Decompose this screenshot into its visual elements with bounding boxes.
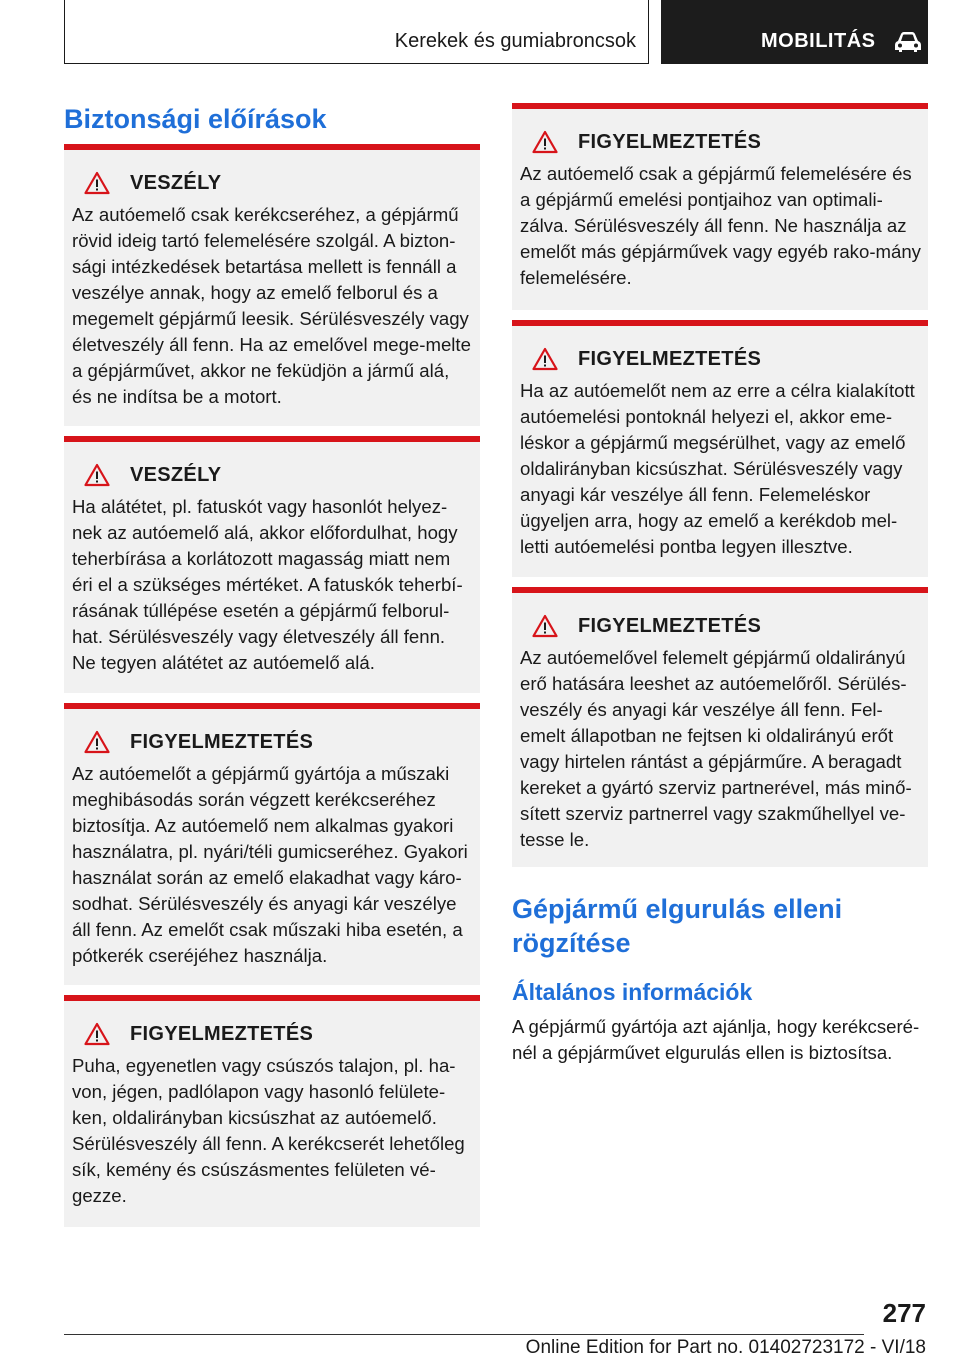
box-label: FIGYELMEZTETÉS	[578, 614, 762, 637]
section-heading: Gépjármű elgurulás elleni rögzítése	[512, 894, 843, 958]
warning-triangle-icon	[84, 463, 110, 487]
car-icon	[893, 31, 923, 53]
box-label: FIGYELMEZTETÉS	[130, 1022, 314, 1045]
body-paragraph: A gépjármű gyártója azt ajánlja, hogy kerékcseré-nél a gépjárművet elgurulás ellen is biztosítsa.	[512, 1016, 920, 1063]
warning-box-3	[512, 103, 928, 310]
box-text: Puha, egyenetlen vagy csúszós talajon, pl. ha-von, jégen, padlólapon vagy hasonló felülete-ken, oldalirányban kicsúszhat az autóemelő. Sérülésveszély áll fenn. A kerékcserét lehetőleg sík, kemény és csúszásmentes felületen vé-gezze.	[72, 1055, 465, 1206]
footer-divider	[64, 1334, 864, 1335]
warning-triangle-icon	[84, 1022, 110, 1046]
warning-triangle-icon	[532, 130, 558, 154]
danger-box-1	[64, 144, 480, 426]
box-header	[84, 729, 313, 755]
subsection-heading: Általános információk	[512, 979, 753, 1005]
box-text: Az autóemelőt a gépjármű gyártója a műszaki meghibásodás során végzett kerékcseréhez biztosítja. Az autóemelő nem alkalmas gyakori használatra, pl. nyári/téli gumicseréhez. Gyakori használat során az emelő elakadhat vagy káro-sodhat. Sérülésveszély és anyagi kár veszélye áll fenn. Az emelőt csak műszaki hiba esetén, a pótkerék cseréjéhez használja.	[72, 763, 468, 966]
chapter-title: Kerekek és gumiabroncsok	[394, 30, 636, 52]
box-text: Ha alátétet, pl. fatuskót vagy hasonlót helyez-nek az autóemelő alá, akkor előfordulhat, hogy teherbírása a korlátozott magasság miatt nem éri el a szükséges mértéket. A fatuskók teherbí-rásának túllépése esetén a gépjármű felborul-hat. Sérülésveszély vagy életveszély áll fenn. Ne tegyen alátétet az autóemelő alá.	[72, 496, 463, 673]
box-header	[532, 346, 761, 372]
chapter-tab	[64, 0, 649, 64]
box-label: FIGYELMEZTETÉS	[130, 730, 314, 753]
box-text: Az autóemelő csak kerékcseréhez, a gépjármű rövid ideig tartó felemelésére szolgál. A bizton-sági intézkedések betartása mellett is fennáll a veszélye annak, hogy az emelő felborul és a megemelt gépjármű leesik. Sérülésveszély vagy életveszély áll fenn. Ha az emelővel mege-melte a gépjárművet, akkor ne feküdjön a jármű alá, és ne indítsa be a motort.	[72, 204, 471, 407]
box-text: Az autóemelő csak a gépjármű felemelésére és a gépjármű emelési pontjaihoz van optimali-zálva. Sérülésveszély áll fenn. Ne használja az emelőt más gépjárművek vagy egyéb rako-mány felemelésére.	[520, 163, 921, 288]
box-label: VESZÉLY	[130, 463, 222, 486]
warning-box-5	[512, 587, 928, 867]
page-header	[64, 0, 928, 64]
box-label: VESZÉLY	[130, 171, 222, 194]
footer-text: Online Edition for Part no. 01402723172 - VI/18	[525, 1337, 926, 1358]
warning-triangle-icon	[84, 171, 110, 195]
danger-box-2	[64, 436, 480, 693]
box-header	[84, 170, 221, 196]
warning-box-1	[64, 703, 480, 985]
warning-triangle-icon	[84, 730, 110, 754]
section-tab	[661, 0, 928, 64]
box-header	[84, 462, 221, 488]
warning-box-4	[512, 320, 928, 577]
warning-triangle-icon	[532, 347, 558, 371]
box-label: FIGYELMEZTETÉS	[578, 347, 762, 370]
page-number: 277	[882, 1298, 926, 1328]
box-header	[532, 129, 761, 155]
box-header	[532, 613, 761, 639]
box-text: Az autóemelővel felemelt gépjármű oldalirányú erő hatására leeshet az autóemelőről. Sérülés-veszély és anyagi kár veszélye áll fenn. Fel-emelt állapotban ne fejtsen ki oldalirányú erőt vagy hirtelen rántást a gépjárműre. A beragadt kereket a gyártó szerviz partnerével, más minő-sített szerviz partnerrel vagy szakműhellyel ve-tesse le.	[520, 647, 912, 850]
warning-box-2	[64, 995, 480, 1227]
box-label: FIGYELMEZTETÉS	[578, 130, 762, 153]
warning-triangle-icon	[532, 614, 558, 638]
page-title: Biztonsági előírások	[64, 104, 327, 134]
box-text: Ha az autóemelőt nem az erre a célra kialakított autóemelési pontoknál helyezi el, akkor eme-léskor a gépjármű megsérülhet, vagy az emelő oldalirányban kicsúszhat. Sérülésveszély vagy anyagi kár veszélye áll fenn. Felemeléskor ügyeljen arra, hogy az emelő a kerékdob mel-letti autóemelési pontba legyen illesztve.	[520, 380, 915, 557]
section-title: MOBILITÁS	[761, 30, 876, 52]
box-header	[84, 1021, 313, 1047]
